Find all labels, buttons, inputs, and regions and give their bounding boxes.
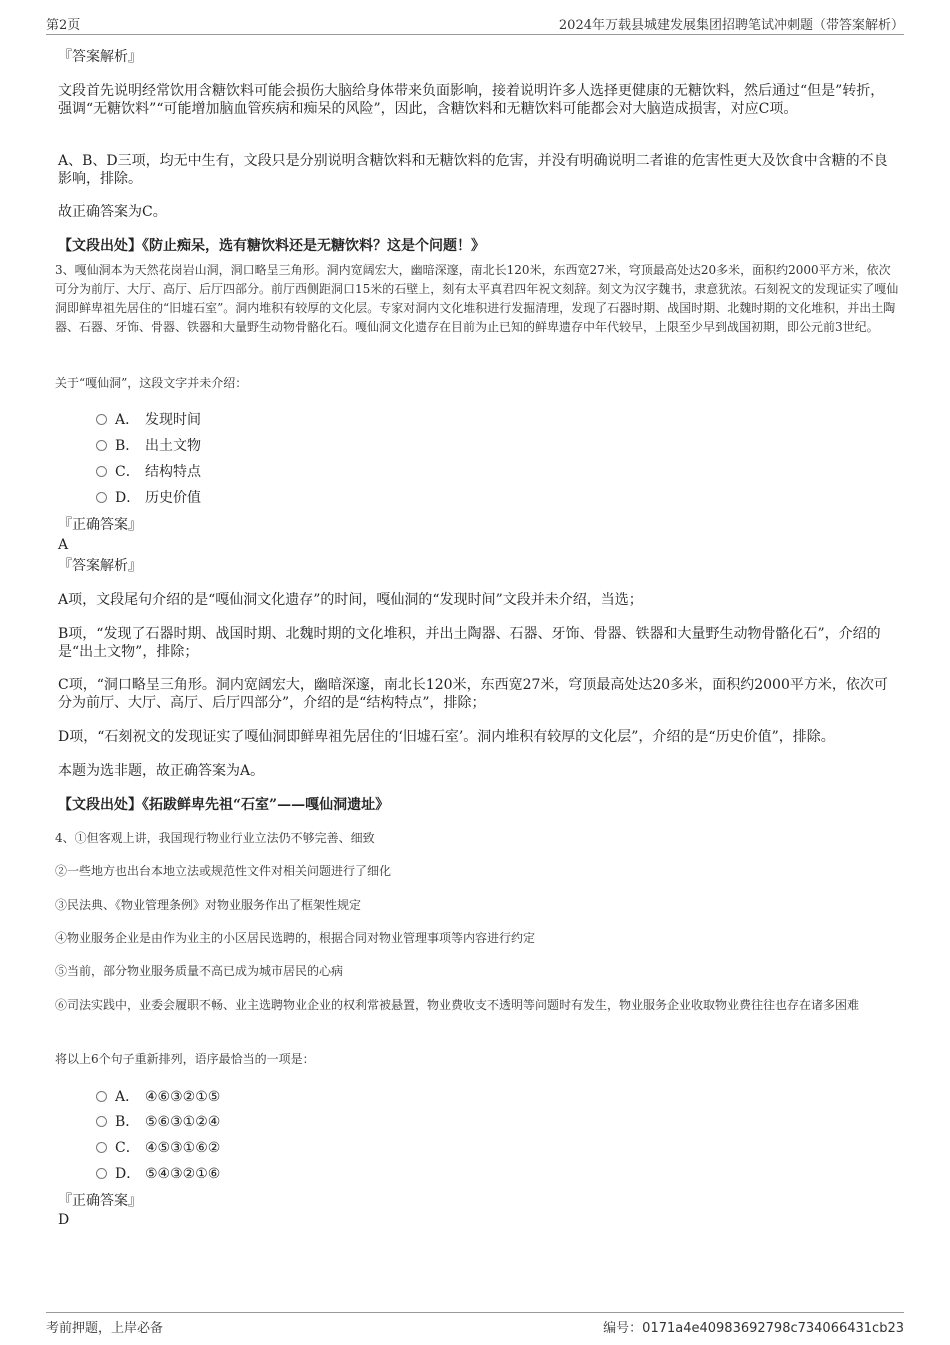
q3-analysis-title: 『答案解析』 <box>58 558 142 574</box>
q4-sentence-2: ②一些地方也出台本地立法或规范性文件对相关问题进行了细化 <box>55 864 392 878</box>
radio-icon[interactable] <box>96 466 107 477</box>
q3-analysis-c: C项，“洞口略呈三角形。洞内宽阔宏大，幽暗深邃，南北长120米，东西宽27米，穹顶最高处达20多米，面积约2000平方米，依次可分为前厅、大厅、高厅、后厅四部分”，介绍的是“结构特点”，排除； <box>58 677 888 711</box>
q4-sentence-6: ⑥司法实践中，业委会履职不畅、业主选聘物业企业的权利常被悬置，物业费收支不透明等问题时有发生，物业服务企业收取物业费往往也存在诸多困难 <box>55 998 860 1012</box>
q4-sentence-5: ⑤当前，部分物业服务质量不高已成为城市居民的心病 <box>55 964 344 978</box>
q3-option-b[interactable]: B． 出土文物 <box>96 437 201 455</box>
q2-analysis-paragraph-2: A、B、D三项，均无中生有，文段只是分别说明含糖饮料和无糖饮料的危害，并没有明确说明二者谁的危害性更大及饮食中含糖的不良影响，排除。 <box>58 153 888 187</box>
q3-source: 【文段出处】《拓跋鲜卑先祖“石室”——嘎仙洞遗址》 <box>58 797 390 813</box>
q4-question: 将以上6个句子重新排列，语序最恰当的一项是： <box>55 1052 315 1066</box>
q4-sentence-3: ③民法典、《物业管理条例》对物业服务作出了框架性规定 <box>55 898 362 912</box>
page-header <box>46 14 904 35</box>
q3-answer-title: 『正确答案』 <box>58 517 142 533</box>
q3-analysis-a: A项，文段尾句介绍的是“嘎仙洞文化遗存”的时间，嘎仙洞的“发现时间”文段并未介绍，当选； <box>58 592 643 608</box>
radio-icon[interactable] <box>96 1116 107 1127</box>
q3-question: 关于“嘎仙洞”，这段文字并未介绍： <box>55 376 248 390</box>
q4-sentence-1: 4、①但客观上讲，我国现行物业行业立法仍不够完善、细致 <box>55 831 375 845</box>
q2-conclusion: 故正确答案为C。 <box>58 204 167 220</box>
footer-code-label: 编号： <box>603 1321 643 1336</box>
q3-passage: 3、嘎仙洞本为天然花岗岩山洞，洞口略呈三角形。洞内宽阔宏大，幽暗深邃，南北长120米，东西宽27米，穹顶最高处达20多米，面积约2000平方米，依次可分为前厅、大厅、高厅、后厅四部分。前厅西侧距洞口15米的石壁上，刻有太平真君四年祝文刻辞。刻文为汉字魏书，隶意犹浓。石刻祝文的发现证实了嘎仙洞即鲜卑祖先居住的“旧墟石室”。洞内堆积有较厚的文化层。专家对洞内文化堆积进行发掘清理，发现了石器时期、战国时期、北魏时期的文化堆积，并出土陶器、石器、牙饰、骨器、铁器和大量野生动物骨骼化石。嘎仙洞文化遗存在目前为止已知的鲜卑遗存中年代较早，上限至少早到战国初期，即公元前3世纪。 <box>55 263 899 334</box>
footer-code <box>603 1317 904 1336</box>
q3-option-a[interactable]: A． 发现时间 <box>96 411 201 429</box>
footer-code-value: 0171a4e40983692798c734066431cb23 <box>642 1321 904 1336</box>
radio-icon[interactable] <box>96 1142 107 1153</box>
q2-analysis-paragraph-1: 文段首先说明经常饮用含糖饮料可能会损伤大脑给身体带来负面影响，接着说明许多人选择更健康的无糖饮料，然后通过“但是”转折，强调“无糖饮料”“可能增加脑血管疾病和痴呆的风险”，因此，含糖饮料和无糖饮料可能都会对大脑造成损害，对应C项。 <box>58 83 885 117</box>
q4-option-d[interactable]: D． ⑤④③②①⑥ <box>96 1165 220 1183</box>
q3-analysis-d: D项，“石刻祝文的发现证实了嘎仙洞即鲜卑祖先居住的‘旧墟石室’。洞内堆积有较厚的文化层”，介绍的是“历史价值”，排除。 <box>58 729 835 745</box>
footer-slogan: 考前押题，上岸必备 <box>46 1321 164 1336</box>
q3-option-c[interactable]: C． 结构特点 <box>96 463 201 481</box>
radio-icon[interactable] <box>96 1168 107 1179</box>
radio-icon[interactable] <box>96 440 107 451</box>
radio-icon[interactable] <box>96 1091 107 1102</box>
q3-option-d[interactable]: D． 历史价值 <box>96 489 201 507</box>
q4-sentence-4: ④物业服务企业是由作为业主的小区居民选聘的，根据合同对物业管理事项等内容进行约定 <box>55 931 536 945</box>
q4-option-a[interactable]: A． ④⑥③②①⑤ <box>96 1088 220 1106</box>
q3-analysis-b: B项，“发现了石器时期、战国时期、北魏时期的文化堆积，并出土陶器、石器、牙饰、骨器、铁器和大量野生动物骨骼化石”，介绍的是“出土文物”，排除； <box>58 626 881 660</box>
q2-analysis-title: 『答案解析』 <box>58 49 142 65</box>
q4-answer-title: 『正确答案』 <box>58 1193 142 1209</box>
q4-option-b[interactable]: B． ⑤⑥③①②④ <box>96 1113 220 1131</box>
q2-source: 【文段出处】《防止痴呆，选有糖饮料还是无糖饮料？这是个问题！》 <box>58 238 485 254</box>
q3-conclusion: 本题为选非题，故正确答案为A。 <box>58 763 265 779</box>
q4-option-c[interactable]: C． ④⑤③①⑥② <box>96 1139 220 1157</box>
q4-answer: D <box>58 1212 70 1228</box>
document-title: 2024年万载县城建发展集团招聘笔试冲刺题（带答案解析） <box>558 18 904 33</box>
page-footer <box>46 1312 904 1335</box>
q3-answer: A <box>58 537 69 553</box>
radio-icon[interactable] <box>96 492 107 503</box>
page-number: 第2页 <box>46 18 81 33</box>
radio-icon[interactable] <box>96 414 107 425</box>
